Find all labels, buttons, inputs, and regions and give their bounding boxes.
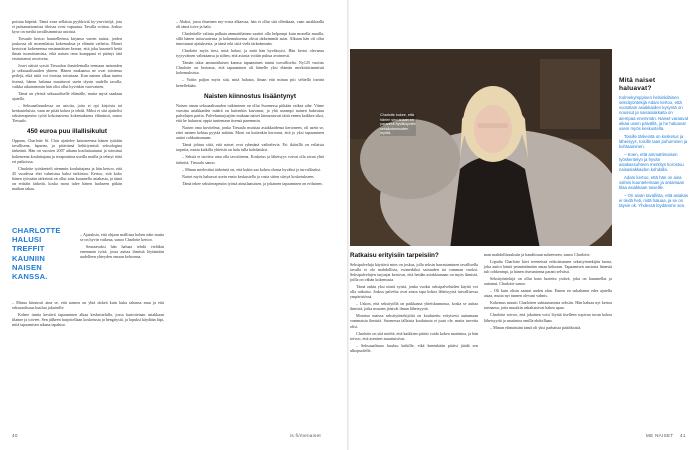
paragraph: – Seksuaalisuus kuuluu kaikille, eikä kenenkään pitäisi jäädä sen ulkopuolelle. xyxy=(350,342,478,353)
page-gutter xyxy=(347,0,349,450)
paragraph: Jouvi näistä syistä Tiesaalon ihastelemalla teemaan naiseuden ja seksuaalisuuden yhteen. Hänen mukaansa ne ovat toistensa peilejä, eikä niitä voi irrottaa toisistaan. Kun nainen alkaa tuntea itsensä, hänen halunsa muuttuvat usein täysin uudella tavalla, vaikka aikaisemmin hän olisi ollut hyvinkin varovainen. xyxy=(12,63,122,89)
left-column-1 xyxy=(12,19,122,193)
paragraph: Charlotte toivoo, että jokainen voisi löytää itselleen sopivan tavan kokea läheisyyttä ja nautintoa omilla ehdoillaan. xyxy=(484,312,612,323)
portrait-illustration xyxy=(350,49,612,246)
paragraph: Seksipalveluja käyttävä mies on joskus, jolla seksin harrastaminen tavallisella tavalla ei ole mahdollista, esimerkiksi sairauden tai vamman vuoksi. Seksipalvelujen tarjoajat kertovat, että heidän asiakkaanaan on myös ihmisiä, joilla on vähän kokemusta. xyxy=(350,262,478,283)
paragraph: Tämä onkin yksi niistä syistä, jonka vuoksi seksipalveluiden käyttö voi olla ratkaisu. Joskus palvelut ovat ainoa tapa kokea läheisyyttä turvallisessa ympäristössä. xyxy=(350,284,478,300)
paragraph: – Voitin paljon myös sitä, mitä halusin, ilman että minun piti selitellä itseäni kenellekään. xyxy=(176,77,324,88)
paragraph: Seuraavaksi hän haluaa tehdä vieläkin enemmän työtä, jossa auttaa ihmisiä löytämään uudelleen yhteyden omaan kehoonsa. xyxy=(80,244,164,260)
paragraph: Tämä tekee seksiterapeutin työstä ainutlaatuisen, ja jokainen tapaaminen on erilainen. xyxy=(182,180,323,186)
paragraph: – Oli kuin olisin saanut uuden alun. Ennen en uskaltanut edes ajatella asiaa, mutta nyt tunnen olevani valmis. xyxy=(484,288,612,299)
subheading: Ratkaisu erityisiin tarpeisiin? xyxy=(350,252,439,259)
paragraph: Monissa maissa seksityöntekijöitä on koulutettu erityisesti auttamaan vammaisia ihmisiä. Suomessa tällaista koulutusta ei juuri ole, mutta tarvetta olisi. xyxy=(350,313,478,329)
right-column-1 xyxy=(350,262,478,355)
pull-quote: CHARLOTTE HALUSI TREFFIT KAUNIIN NAISEN KANSSA. xyxy=(12,226,61,282)
paragraph: man mahdollisuuksiin ja haudittuun suhteeseen, sanoo Charlotte. xyxy=(484,252,591,257)
paragraph: Tämä johtuu siitä, että naiset ovat ryhmänä vaihtelevia. Eri ikäisillä on erilaisia tarpeita, mutta kaikilla yhteistä on halu tulla kohdatuksi. xyxy=(176,142,324,153)
paragraph: Seksityöntekijä on ollut kuin luotettu ystävä, joka on kuunnellut ja auttanut, Charlotte sanoo. xyxy=(484,276,612,287)
paragraph: Charlotte työskenteli aiemmin kouluttajana ja hän kertoo, että 45 vuodessa ehti valmistua kaksi tutkintoa. Kertoo, että koko hänen työssään tärkeintä on ollut aina kuunnella asiakasta, ja tämä on erittäin tärkeää, koska moni tulee hänen luokseen pitkän matkan takaa. xyxy=(12,165,122,191)
paragraph: Kolme tuntia kestävä tapaaminen alkaa keskustelulla, jossa kartoitetaan asiakkaan tilanne ja toiveet. Sen jälkeen harjoitellaan kosketusta ja hengitystä, ja lopuksi käydään läpi, mitä tapaamisen aikana tapahtui. xyxy=(12,312,164,328)
magazine-url: is.fi/menaiset xyxy=(290,433,322,438)
paragraph: Charlottelle valinta palkata ammattilainen saattoi olla helpompi kuin monella muulla, sillä hänen taitavuutensa ja kokemuksensa olivat tärkeimmät asiat. Alkuun hän oli ollut innostunut ajatuksesta, ja tämä teki siitä vielä tärkeämmän. xyxy=(176,31,324,47)
sidebar-title: Mitä naiset haluavat? xyxy=(619,77,656,92)
left-column-2 xyxy=(176,19,324,188)
subheading: Naisten kiinnostus lisääntynyt xyxy=(204,92,296,100)
sidebar-box xyxy=(619,77,689,211)
paragraph: – Ajatuksia, että ohjaan mallinsa kohen näin mutta se on hyvin vaikeaa, sanoo Charlotte kertoo. xyxy=(80,232,164,243)
paragraph: Charlotte on sitä mieltä, että kaikkien pitäisi voida kokea nautintoa, ja hän toivoo, että asenteet muuttuisivat. xyxy=(350,330,478,341)
paragraph: Naisen oman seksuaalisuuden tutkiminen on ollut Suomessa pitkään vaikea aihe. Viime vuosina asiakkaiden määrä on kuitenkin kasvanut, ja yhä useampi nainen hakeutuu palvelujen pariin. Palveluntarjoajien mukaan naiset kiinnostuvat tästä ennen kaikkea siksi, että he haluavat oppia tuntemaan itsensä paremmin. xyxy=(176,103,324,124)
paragraph: – Seksuaalisuudessa on asioita, joita ei opi kirjoista tai keskusteluista, vaan ne pitää kokea ja tehdä. Miksi ei sitä ajattelisi seksiterapeutin työtä kokonaisena kokemuksena elämässä, sanoo Tiesaalo. xyxy=(12,102,122,123)
paragraph: – Minua kiinnosti aina se, että nainen on yhtä tärkeä kuin kuka tahansa muu ja että seksuaalisuus kuuluu jokaiselle. xyxy=(12,300,164,311)
left-column-1-bottom xyxy=(12,300,164,329)
paragraph: Oppaan, Charlotte St. Clair ajattelee katsoneensa hänen työtään tavallisena, lapsena, ja pitävänsä kehittymistä seksologina tärkeänä. Hän on vuosien 2007 aikana kouluttautunut ja toiminut kokeneena kouluttajana ja terapeuttina useilla mailla ja tehnyt töitä eri paikoissa. xyxy=(12,138,122,164)
photo-caption: Charlotte kokee, että hänen seuranaan on parannut hyväksyvien seksikokemusten myötä. xyxy=(380,113,416,136)
sidebar-paragraph: – Koen, että ammattimaisen työskentelyn ja hyvän asiakassuhteen merkitys korostuu naisasiakkaiden kohdalla. xyxy=(619,151,684,173)
sidebar-paragraph: – On aivan tavallista, että asiakas ei tiedä heti, mitä haluaa, ja se on täysin ok. Yhdessä löydämme sen. xyxy=(619,192,689,209)
sidebar-paragraph: Kolmekymppinen helsinkiläinen seksityöntekijä Adam kertoo, että vuosittain asiakkaiden kysyntä on noussut ja naisasiakkaita on aiempaa enemmän. Naiset varaavat aikaa usein päivällä, ja he haluavat usein myös keskustella. xyxy=(619,94,689,132)
subheading: 450 euroa puu illallisikulut xyxy=(27,127,107,135)
paragraph: Tämä on yleistä seksuaaliselle elämälle, mutta mysä saadaan ajatella. xyxy=(12,90,122,101)
paragraph: Charlotte myös tiesi, mitä halusi, ja mitä hän hyväksyisi. Hän kertoi olevansa tyytyväinen valintaansa ja siihen, että asiasta voitiin puhua avoimesti. xyxy=(176,48,324,59)
paragraph: – Minun elämässäni tämä oli yksi parhaista päätöksistä. xyxy=(490,324,582,330)
paragraph: – Aluksi, jossa ilmeinen my-vosta alkaessa, hän ei ollut sitä ollenkaan, vaan asiakkaalla oli tämä toive ja halu. xyxy=(176,19,324,30)
paragraph: – Seksiä ei tarvitse aina olla tavoitteena. Kosketus ja läheisyys voivat olla aivan yhtä tärkeitä, Tiesaalo sanoo. xyxy=(176,154,324,165)
paragraph: Naiset myös haluavat usein ensin keskustella ja vasta sitten siirtyä kosketukseen. xyxy=(182,173,315,179)
paragraph: – Uskon, että seksityöllä on paikkansa yhteiskunnassa, koska se auttaa ihmisiä, jotka muuten jäisivät ilman läheisyyttä. xyxy=(350,301,478,312)
paragraph: Kokemus muutti Charlotten suhtautumista seksiin. Hän haluaa nyt kertoa tarinansa, jotta muutkin uskaltaisivat hakea apua. xyxy=(484,300,612,311)
paragraph: Lopulta Charlotte kävi treeneissä erikoistuneen seksityöntekijän luona, joka auttoi häntä ymmärtämään omaa kehoaan. Tapaamisen ansiosta hänestä tuli rohkeampi, ja hänen itsetuntonsa parani selvästi. xyxy=(484,259,612,275)
paragraph: – Minun mielestäni tärkeintä on, että kukin saa kokea olonsa hyväksi ja turvalliseksi. xyxy=(182,166,322,172)
right-column-2 xyxy=(484,252,612,332)
sidebar-paragraph: Adam kertoo, että hän on aina valmis kuuntelemaan ja antamaan tilaa asiakkaan toiveille. xyxy=(619,174,685,191)
magazine-name: ME NAISET xyxy=(646,433,674,438)
paragraph: Tiesaalo kertoo haastelleensa kirjansa varten naisia, joiden joukossa oli monenlaisia kokemuksia ja elämän vaiheita. Monet kertoivat kokeneensa ensimmäisen kerran, että joku kuunteli heitä ilman tuomitsemista, eikä naisen oma kumppani ei pitänyt tätä etsimisensä arvoisena. xyxy=(12,36,122,62)
sidebar-paragraph: Toisille tärkeintä on kosketus ja läheisyys, toisille taas puhuminen ja kohtaaminen. xyxy=(619,133,688,150)
page-number-right: 41 xyxy=(680,433,686,438)
portrait-photo xyxy=(350,49,612,246)
paragraph: Naisen oma kuvitelma, jonka Tiesaalo muistaa asiakkaidensa kertoneen, oli usein se, ettei nainen kehtaa pyytää mitään. Moni on kuitenkin kertonut, että jo yksi tapaaminen auttoi rohkaistumaan. xyxy=(176,125,324,141)
left-column-1-lower xyxy=(80,232,164,261)
paragraph: poistaa häpeää. Tämä avaa sellaisia pyyhkiviä ky-ym-ristöjä, jota ei puhumattomissa tiloissa voisi vapautua. Tavalla voittaa. Joskus kyse on meiltä tavallisimmista asioista. xyxy=(12,19,122,35)
paragraph: Tämän takia ammattilaisen kanssa tapaaminen tuntui turvalliselta. Ny125 vuotias Charlotte on kertonut, että tapaaminen oli hänelle yksi elämän merkittävimmistä kokemuksista. xyxy=(176,60,324,76)
page-number-left: 40 xyxy=(12,433,18,438)
